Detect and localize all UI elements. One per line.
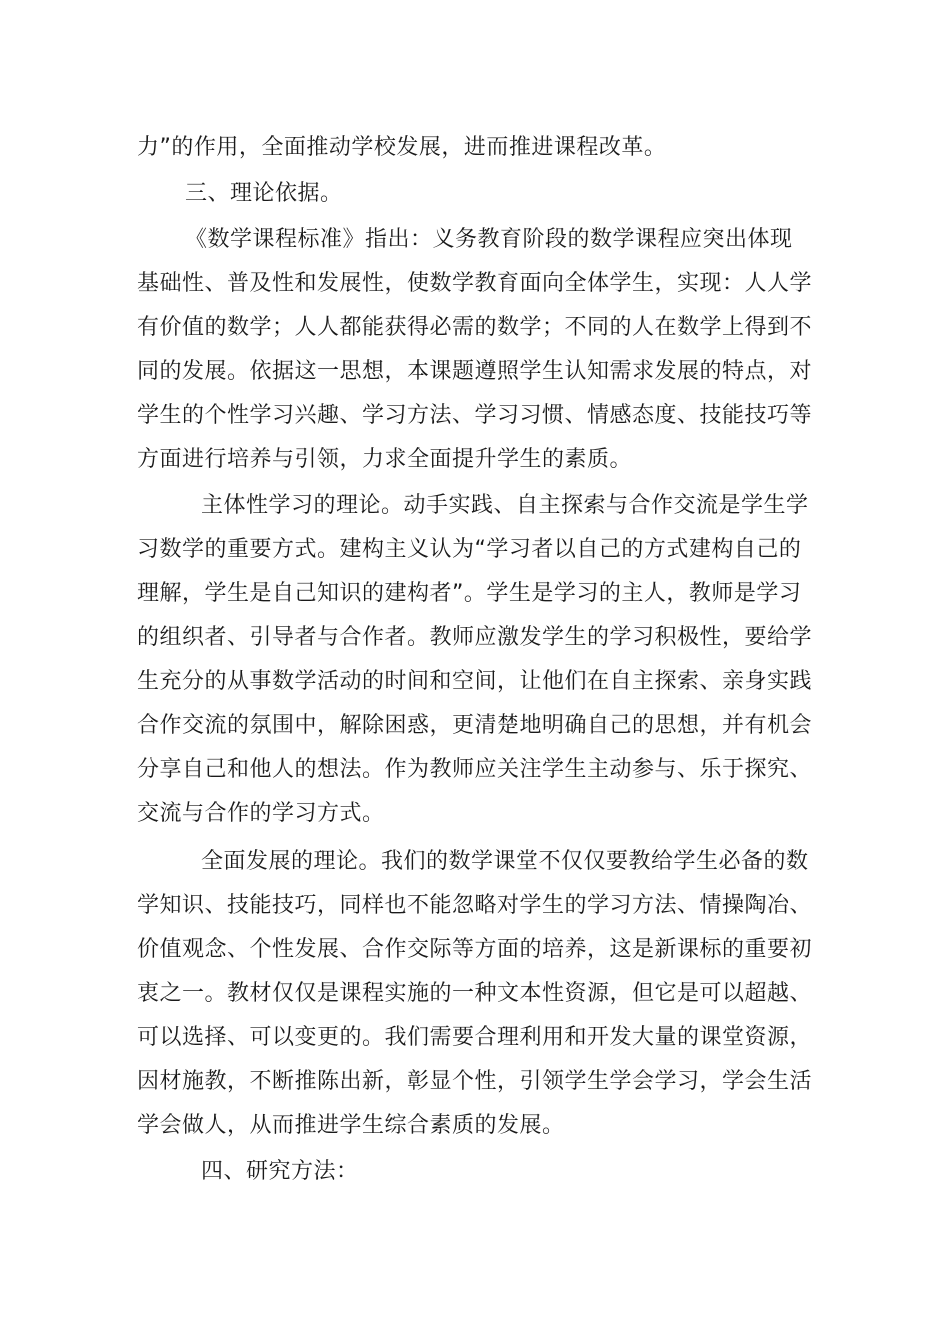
text-line: 同的发展。依据这一思想，本课题遵照学生认知需求发展的特点，对 (137, 359, 813, 384)
text-line: 可以选择、可以变更的。我们需要合理利用和开发大量的课堂资源， (137, 1025, 813, 1050)
text-line: 交流与合作的学习方式。 (137, 801, 385, 826)
text-line: 学生的个性学习兴趣、学习方法、学习习惯、情感态度、技能技巧等 (137, 403, 813, 428)
text-line: 方面进行培养与引领，力求全面提升学生的素质。 (137, 447, 633, 472)
text-line: 生充分的从事数学活动的时间和空间，让他们在自主探索、亲身实践 (137, 669, 813, 694)
text-line: 合作交流的氛围中，解除困惑，更清楚地明确自己的思想，并有机会 (137, 713, 813, 738)
text-line: 理解，学生是自己知识的建构者”。学生是学习的主人，教师是学习 (137, 581, 802, 606)
text-line: 主体性学习的理论。动手实践、自主探索与合作交流是学生学 (201, 493, 809, 518)
text-line: 全面发展的理论。我们的数学课堂不仅仅要教给学生必备的数 (201, 849, 809, 874)
text-line: 基础性、普及性和发展性，使数学教育面向全体学生，实现：人人学 (137, 271, 813, 296)
text-line: 衷之一。教材仅仅是课程实施的一种文本性资源，但它是可以超越、 (137, 981, 813, 1006)
text-line: 价值观念、个性发展、合作交际等方面的培养，这是新课标的重要初 (137, 937, 813, 962)
text-line: 《数学课程标准》指出：义务教育阶段的数学课程应突出体现 (185, 227, 793, 252)
section-heading: 四、研究方法： (201, 1159, 359, 1184)
text-line: 的组织者、引导者与合作者。教师应激发学生的学习积极性，要给学 (137, 625, 813, 650)
text-line: 学会做人，从而推进学生综合素质的发展。 (137, 1113, 565, 1138)
text-line: 有价值的数学；人人都能获得必需的数学；不同的人在数学上得到不 (137, 315, 813, 340)
section-heading: 三、理论依据。 (185, 181, 343, 206)
text-line: 习数学的重要方式。建构主义认为“学习者以自己的方式建构自己的 (137, 537, 802, 562)
text-line: 分享自己和他人的想法。作为教师应关注学生主动参与、乐于探究、 (137, 757, 813, 782)
text-line: 力”的作用，全面推动学校发展，进而推进课程改革。 (137, 135, 667, 160)
text-line: 因材施教，不断推陈出新，彰显个性，引领学生学会学习，学会生活 (137, 1069, 813, 1094)
text-line: 学知识、技能技巧，同样也不能忽略对学生的学习方法、情操陶冶、 (137, 893, 813, 918)
